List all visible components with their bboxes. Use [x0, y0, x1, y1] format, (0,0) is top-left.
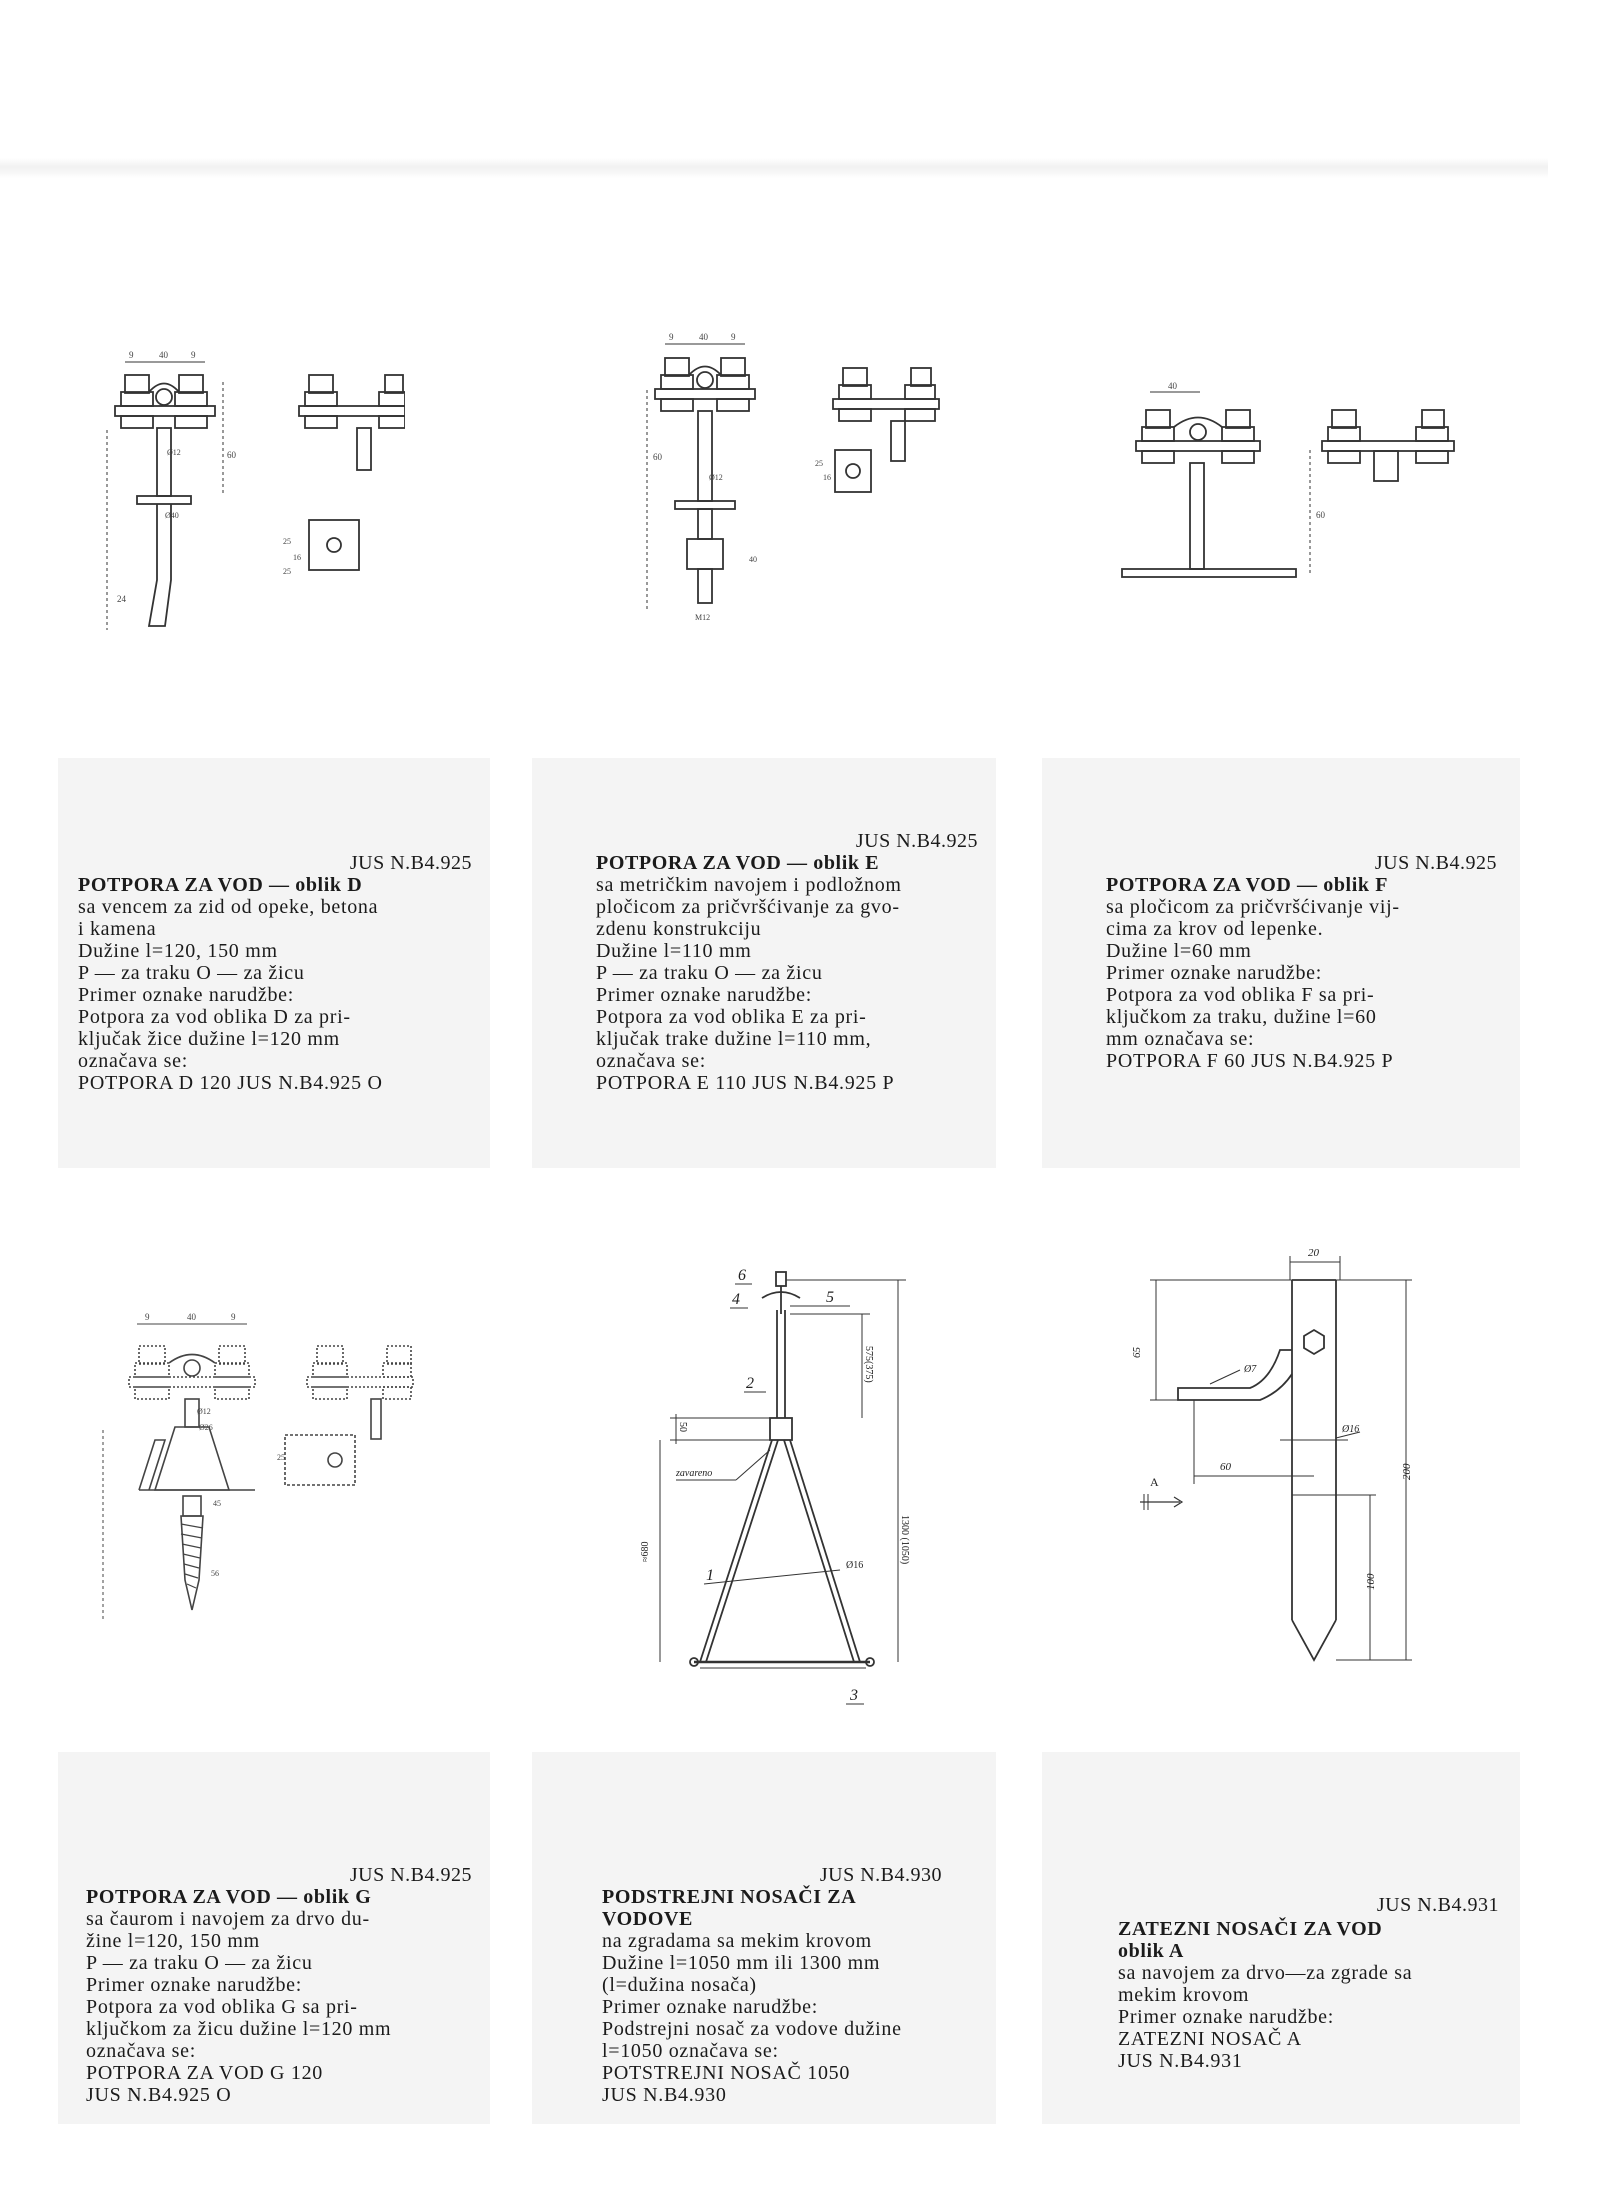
dim-label: 25: [815, 459, 823, 468]
drawing-zatezni-nosac: [1120, 1240, 1450, 1690]
text-line: Primer oznake narudžbe:: [602, 1996, 819, 2018]
drawing-potpora-g: [95, 1310, 415, 1640]
text-line: i kamena: [78, 918, 157, 940]
panel-zatezni-nosaci: [1042, 1752, 1520, 2124]
panel-potpora-g: [58, 1752, 490, 2124]
dim-label: Ø16: [1342, 1424, 1360, 1435]
dim-label: Ø16: [846, 1560, 864, 1571]
text-line: mekim krovom: [1118, 1984, 1250, 2006]
standard-code: JUS N.B4.925: [1374, 852, 1497, 874]
section-title: VODOVE: [602, 1908, 693, 1930]
dim-label: 25: [277, 1453, 285, 1462]
dim-label: 45: [213, 1499, 221, 1508]
text-line: Podstrejni nosač za vodove dužine: [602, 2018, 902, 2040]
text-line: zdenu konstrukciju: [596, 918, 762, 940]
text-line: označava se:: [78, 1050, 189, 1072]
panel-podstrejni-nosaci: [532, 1752, 996, 2124]
text-line: P — za traku O — za žicu: [86, 1952, 313, 1974]
text-line: l=1050 označava se:: [602, 2040, 779, 2062]
text-line: mm označava se:: [1106, 1028, 1255, 1050]
standard-code: JUS N.B4.931: [1376, 1894, 1499, 1916]
view-label: A: [1150, 1475, 1159, 1489]
text-line: ZATEZNI NOSAČ A: [1118, 2028, 1302, 2050]
text-line: Dužine l=1050 mm ili 1300 mm: [602, 1952, 881, 1974]
text-line: označava se:: [86, 2040, 197, 2062]
dim-label: 575(375): [863, 1346, 874, 1383]
part-label: 2: [746, 1375, 754, 1392]
section-title: oblik A: [1118, 1940, 1184, 1962]
note-label: zavareno: [676, 1468, 713, 1479]
text-line: JUS N.B4.930: [602, 2084, 727, 2106]
drawing-podstrejni-nosac: [640, 1250, 930, 1710]
dim-label: Ø12: [709, 473, 723, 482]
text-line: P — za traku O — za žicu: [596, 962, 823, 984]
text-line: Dužine l=60 mm: [1106, 940, 1252, 962]
drawing-potpora-d: [95, 330, 405, 640]
text-line: JUS N.B4.925 O: [86, 2084, 232, 2106]
dim-label: Ø40: [165, 511, 179, 520]
dim-label: 40: [159, 350, 168, 360]
text-line: Primer oznake narudžbe:: [596, 984, 813, 1006]
dim-label: 1300 (1050): [899, 1515, 910, 1565]
dim-label: 9: [731, 332, 736, 342]
dim-label: 9: [231, 1312, 236, 1322]
text-line: sa vencem za zid od opeke, betona: [78, 896, 379, 918]
text-line: (l=dužina nosača): [602, 1974, 757, 1996]
text-line: ključkom za žicu dužine l=120 mm: [86, 2018, 392, 2040]
section-title: POTPORA ZA VOD — oblik E: [596, 852, 880, 874]
section-title: POTPORA ZA VOD — oblik D: [78, 874, 363, 896]
dim-label: 60: [1316, 510, 1325, 520]
panel-potpora-f: [1042, 758, 1520, 1168]
text-line: Potpora za vod oblika G sa pri-: [86, 1996, 358, 2018]
text-line: Dužine l=120, 150 mm: [78, 940, 278, 962]
text-line: ključak trake dužine l=110 mm,: [596, 1028, 872, 1050]
dim-label: 100: [1365, 1573, 1377, 1590]
dim-label: 9: [191, 350, 196, 360]
standard-code: JUS N.B4.925: [855, 830, 978, 852]
section-title: POTPORA ZA VOD — oblik G: [86, 1886, 372, 1908]
part-label: 5: [826, 1289, 834, 1306]
dim-label: 65: [1131, 1347, 1143, 1358]
dim-label: 9: [669, 332, 674, 342]
section-title: POTPORA ZA VOD — oblik F: [1106, 874, 1389, 896]
text-line: P — za traku O — za žicu: [78, 962, 305, 984]
dim-label: 16: [823, 473, 831, 482]
panel-potpora-e: [532, 758, 996, 1168]
standard-code: JUS N.B4.925: [349, 852, 472, 874]
text-line: JUS N.B4.931: [1118, 2050, 1243, 2072]
dim-label: 40: [187, 1312, 196, 1322]
text-line: žine l=120, 150 mm: [86, 1930, 260, 1952]
text-line: na zgradama sa mekim krovom: [602, 1930, 872, 1952]
section-title: PODSTREJNI NOSAČI ZA: [602, 1886, 857, 1908]
text-line: Primer oznake narudžbe:: [1118, 2006, 1335, 2028]
text-line: Potpora za vod oblika D za pri-: [78, 1006, 351, 1028]
text-line: sa metričkim navojem i podložnom: [596, 874, 902, 896]
part-label: 3: [850, 1687, 858, 1704]
dim-label: 16: [293, 553, 301, 562]
panel-potpora-d: [58, 758, 490, 1168]
text-line: označava se:: [596, 1050, 707, 1072]
text-line: ključak žice dužine l=120 mm: [78, 1028, 340, 1050]
text-line: POTPORA ZA VOD G 120: [86, 2062, 323, 2084]
dim-label: 200: [1401, 1463, 1413, 1480]
dim-label: 9: [129, 350, 134, 360]
dim-label: 9: [145, 1312, 150, 1322]
dim-label: 20: [1308, 1247, 1319, 1259]
dim-label: Ø12: [197, 1407, 211, 1416]
dim-label: 60: [653, 452, 662, 462]
dim-label: 25: [283, 567, 291, 576]
text-line: pločicom za pričvršćivanje za gvo-: [596, 896, 900, 918]
part-label: 4: [732, 1291, 740, 1308]
dim-label: Ø12: [167, 448, 181, 457]
text-line: Primer oznake narudžbe:: [78, 984, 295, 1006]
dim-label: 50: [677, 1422, 688, 1432]
dim-label: ≈680: [640, 1541, 651, 1562]
text-line: Primer oznake narudžbe:: [86, 1974, 303, 1996]
dim-label: Ø7: [1244, 1364, 1257, 1375]
dim-label: 60: [1220, 1461, 1231, 1473]
dim-label: 40: [749, 555, 757, 564]
dim-label: 40: [1168, 381, 1177, 391]
dim-label: 40: [699, 332, 708, 342]
text-line: cima za krov od lepenke.: [1106, 918, 1324, 940]
standard-code: JUS N.B4.925: [349, 1864, 472, 1886]
dim-label: 60: [227, 450, 236, 460]
dim-label: Ø26: [199, 1423, 213, 1432]
text-line: Primer oznake narudžbe:: [1106, 962, 1323, 984]
standard-code: JUS N.B4.930: [819, 1864, 942, 1886]
text-line: Potpora za vod oblika E za pri-: [596, 1006, 867, 1028]
text-line: ključkom za traku, dužine l=60: [1106, 1006, 1377, 1028]
text-line: POTPORA D 120 JUS N.B4.925 O: [78, 1072, 383, 1094]
text-line: POTSTREJNI NOSAČ 1050: [602, 2062, 851, 2084]
dim-label: 24: [117, 594, 126, 604]
text-line: sa pločicom za pričvršćivanje vij-: [1106, 896, 1400, 918]
scan-edge-shadow: [0, 158, 1548, 178]
text-line: POTPORA F 60 JUS N.B4.925 P: [1106, 1050, 1394, 1072]
section-title: ZATEZNI NOSAČI ZA VOD: [1118, 1918, 1383, 1940]
text-line: Dužine l=110 mm: [596, 940, 752, 962]
dim-label: 56: [211, 1569, 219, 1578]
text-line: POTPORA E 110 JUS N.B4.925 P: [596, 1072, 895, 1094]
text-line: sa navojem za drvo—za zgrade sa: [1118, 1962, 1413, 1984]
part-label: 1: [706, 1567, 714, 1584]
dim-label: 25: [283, 537, 291, 546]
drawing-potpora-f: [1110, 380, 1470, 590]
text-line: sa čaurom i navojem za drvo du-: [86, 1908, 370, 1930]
dim-label: M12: [695, 613, 711, 622]
text-line: Potpora za vod oblika F sa pri-: [1106, 984, 1375, 1006]
drawing-potpora-e: [625, 330, 965, 640]
part-label: 6: [738, 1267, 746, 1284]
